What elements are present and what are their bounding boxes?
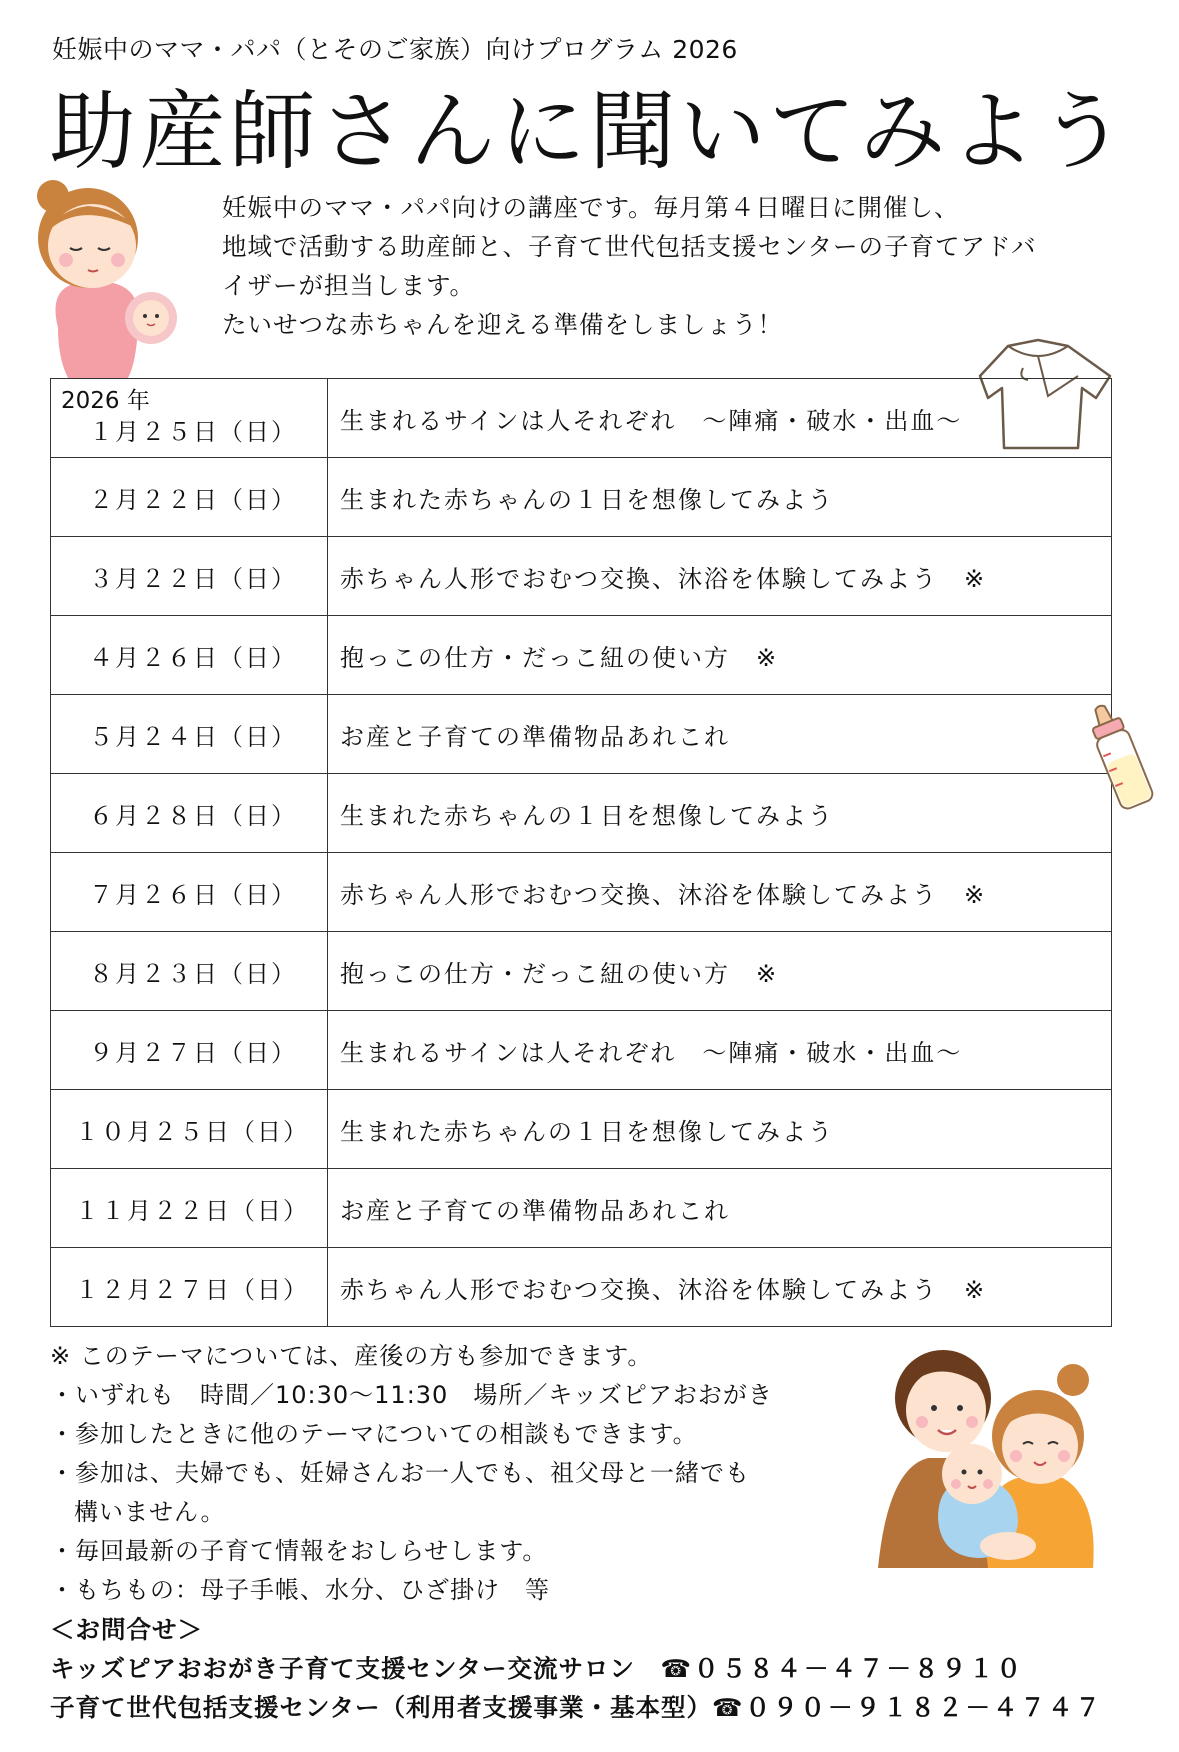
table-row [51,1248,1112,1327]
date-cell [51,695,328,774]
note-line: ・もちもの：母子手帳、水分、ひざ掛け 等 [50,1576,550,1604]
date-cell [51,616,328,695]
date-cell [51,774,328,853]
theme-cell: 生まれた赤ちゃんの１日を想像してみよう [328,458,1112,537]
intro-line: たいせつな赤ちゃんを迎える準備をしましょう！ [222,310,783,339]
table-row [51,1011,1112,1090]
date-label: １２月２７日（日） [75,1275,309,1304]
date-label: ４月２６日（日） [89,643,297,672]
date-label: １月２５日（日） [89,418,297,446]
date-cell [51,1090,328,1169]
theme-cell: 生まれた赤ちゃんの１日を想像してみよう [328,774,1112,853]
theme-cell: 生まれるサインは人それぞれ ～陣痛・破水・出血～ [328,379,1112,458]
schedule-table [50,378,1112,1327]
date-cell [51,1011,328,1090]
date-cell [51,853,328,932]
date-label: １０月２５日（日） [75,1117,309,1146]
date-label: ８月２３日（日） [89,959,297,988]
note-line: ※ このテーマについては、産後の方も参加できます。 [50,1342,653,1370]
table-row [51,695,1112,774]
date-label: ９月２７日（日） [89,1038,297,1067]
theme-cell: お産と子育ての準備物品あれこれ [328,1169,1112,1248]
theme-cell: 生まれた赤ちゃんの１日を想像してみよう [328,1090,1112,1169]
theme-cell: 抱っこの仕方・だっこ紐の使い方 ※ [328,616,1112,695]
table-row [51,853,1112,932]
family-icon [868,1318,1108,1588]
date-cell [51,537,328,616]
contact-line [50,1688,1170,1727]
theme-cell: 赤ちゃん人形でおむつ交換、沐浴を体験してみよう ※ [328,853,1112,932]
theme-cell: 生まれるサインは人それぞれ ～陣痛・破水・出血～ [328,1011,1112,1090]
table-row [51,1090,1112,1169]
contact-heading: ＜お問合せ＞ [50,1615,203,1644]
date-label: ６月２８日（日） [89,801,297,830]
table-row [51,458,1112,537]
date-cell [51,1169,328,1248]
table-row [51,1169,1112,1248]
date-label: ２月２２日（日） [89,485,297,514]
theme-cell: 抱っこの仕方・だっこ紐の使い方 ※ [328,932,1112,1011]
date-cell [51,932,328,1011]
pregnant-woman-icon [18,178,188,380]
theme-cell: 赤ちゃん人形でおむつ交換、沐浴を体験してみよう ※ [328,537,1112,616]
note-line: ・いずれも 時間／10:30～11:30 場所／キッズピアおおがき [50,1381,773,1409]
intro-line: イザーが担当します。 [222,271,476,300]
date-cell [51,1248,328,1327]
intro-line: 地域で活動する助産師と、子育て世代包括支援センターの子育てアドバ [222,232,1037,261]
table-row [51,379,1112,458]
contact-line [50,1649,1170,1688]
phone-number[interactable]: ☎０５８４－４７－８９１０ [660,1654,1025,1683]
theme-cell: 赤ちゃん人形でおむつ交換、沐浴を体験してみよう ※ [328,1248,1112,1327]
phone-number[interactable]: ☎０９０－９１８２－４７４７ [712,1693,1104,1722]
notes [50,1337,810,1610]
date-label: ５月２４日（日） [89,722,297,751]
note-line: ・参加は、夫婦でも、妊婦さんお一人でも、祖父母と一緒でも [50,1459,750,1487]
note-line: ・参加したときに他のテーマについての相談もできます。 [50,1420,698,1448]
contact-section [50,1610,1170,1727]
theme-cell: お産と子育ての準備物品あれこれ [328,695,1112,774]
baby-bottle-icon [1080,700,1162,820]
table-row [51,616,1112,695]
note-line: ・毎回最新の子育て情報をおしらせします。 [50,1537,548,1565]
page-title: 助産師さんに聞いてみよう [49,82,1130,182]
year-label: 2026 年 [61,388,150,414]
date-cell [51,458,328,537]
table-row [51,932,1112,1011]
intro-text [222,188,1102,344]
table-row [51,537,1112,616]
date-cell [51,379,328,458]
note-line: 構いません。 [74,1498,226,1526]
contact-org: 子育て世代包括支援センター（利用者支援事業・基本型） [50,1693,713,1722]
date-label: １１月２２日（日） [75,1196,309,1225]
date-label: ３月２２日（日） [89,564,297,593]
table-row [51,774,1112,853]
program-subtitle: 妊娠中のママ・パパ（とそのご家族）向けプログラム 2026 [52,35,738,64]
intro-line: 妊娠中のママ・パパ向けの講座です。毎月第４日曜日に開催し、 [222,193,960,222]
contact-org: キッズピアおおがき子育て支援センター交流サロン [50,1654,661,1683]
date-label: ７月２６日（日） [89,880,297,909]
